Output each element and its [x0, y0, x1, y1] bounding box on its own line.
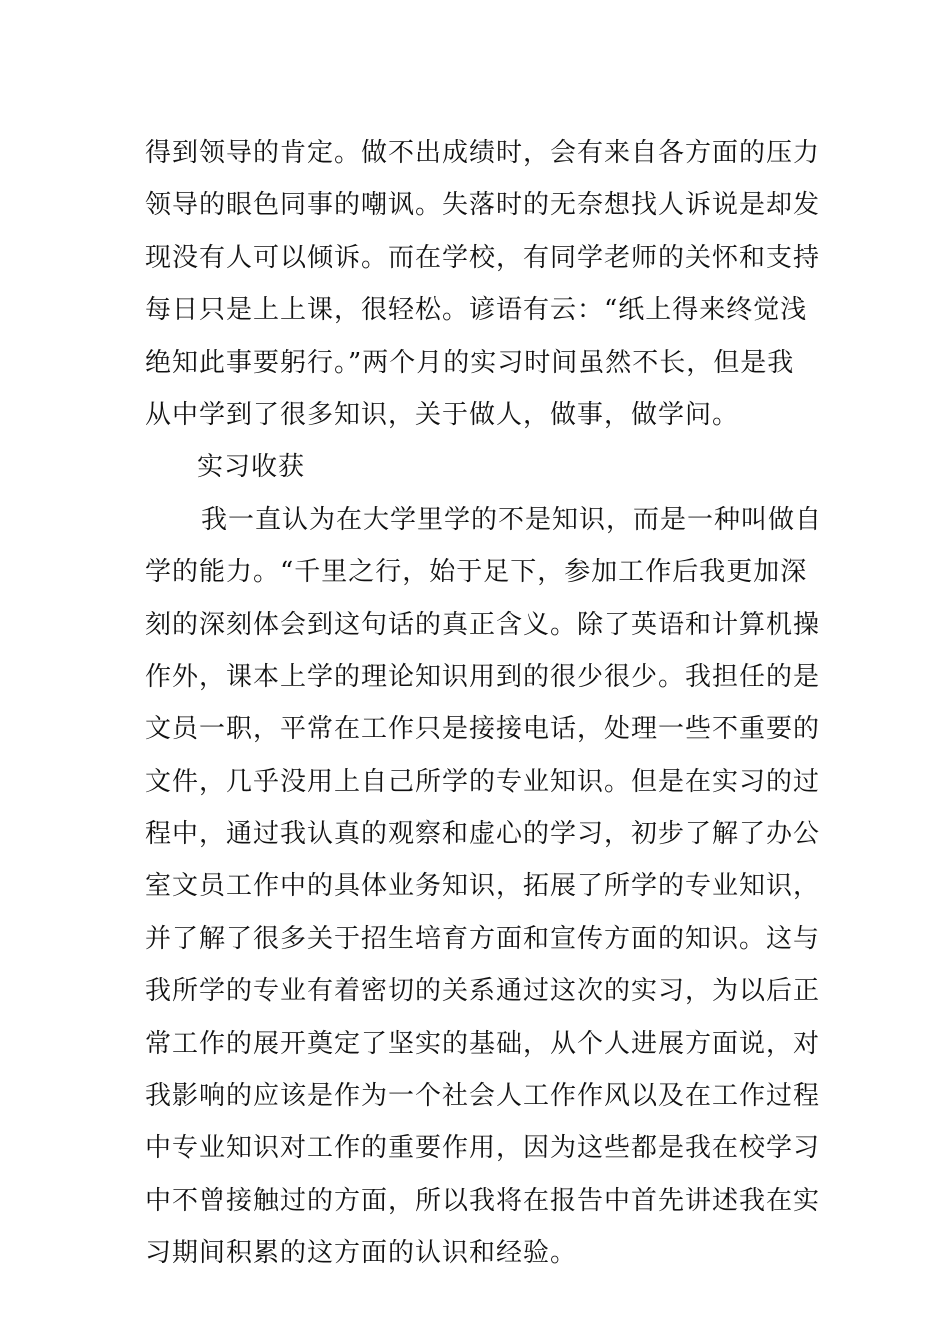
body-line-5: 文员一职，平常在工作只是接接电话，处理一些不重要的 [145, 714, 821, 745]
body-line-14: 中不曾接触过的方面，所以我将在报告中首先讲述我在实 [145, 1185, 821, 1216]
intro-line-3: 现没有人可以倾诉。而在学校，有同学老师的关怀和支持 [145, 242, 821, 273]
body-line-10: 我所学的专业有着密切的关系通过这次的实习，为以后正 [145, 976, 821, 1007]
body-line-6: 文件，几乎没用上自己所学的专业知识。但是在实习的过 [145, 766, 821, 797]
intro-line-6: 从中学到了很多知识，关于做人，做事，做学问。 [145, 399, 740, 430]
body-line-1: 我一直认为在大学里学的不是知识，而是一种叫做自 [201, 504, 823, 535]
intro-line-2: 领导的眼色同事的嘲讽。失落时的无奈想找人诉说是却发 [145, 190, 821, 221]
body-line-4: 作外，课本上学的理论知识用到的很少很少。我担任的是 [145, 661, 821, 692]
body-line-13: 中专业知识对工作的重要作用，因为这些都是我在校学习 [145, 1133, 821, 1164]
intro-line-5: 绝知此事要躬行。”两个月的实习时间虽然不长，但是我 [145, 347, 795, 378]
body-line-11: 常工作的展开奠定了坚实的基础，从个人进展方面说，对 [145, 1028, 821, 1059]
body-line-15: 习期间积累的这方面的认识和经验。 [145, 1238, 578, 1269]
body-line-3: 刻的深刻体会到这句话的真正含义。除了英语和计算机操 [145, 609, 821, 640]
body-line-7: 程中，通过我认真的观察和虚心的学习，初步了解了办公 [145, 819, 821, 850]
intro-line-4: 每日只是上上课，很轻松。谚语有云：“纸上得来终觉浅 [145, 295, 808, 326]
body-line-12: 我影响的应该是作为一个社会人工作作风以及在工作过程 [145, 1081, 821, 1112]
section-heading: 实习收获 [197, 452, 306, 483]
intro-line-1: 得到领导的肯定。做不出成绩时，会有来自各方面的压力 [145, 138, 821, 168]
body-line-2: 学的能力。“千里之行，始于足下，参加工作后我更加深 [145, 557, 808, 588]
body-line-8: 室文员工作中的具体业务知识，拓展了所学的专业知识， [145, 871, 821, 902]
body-line-9: 并了解了很多关于招生培育方面和宣传方面的知识。这与 [145, 923, 821, 954]
document-body [145, 127, 825, 1280]
